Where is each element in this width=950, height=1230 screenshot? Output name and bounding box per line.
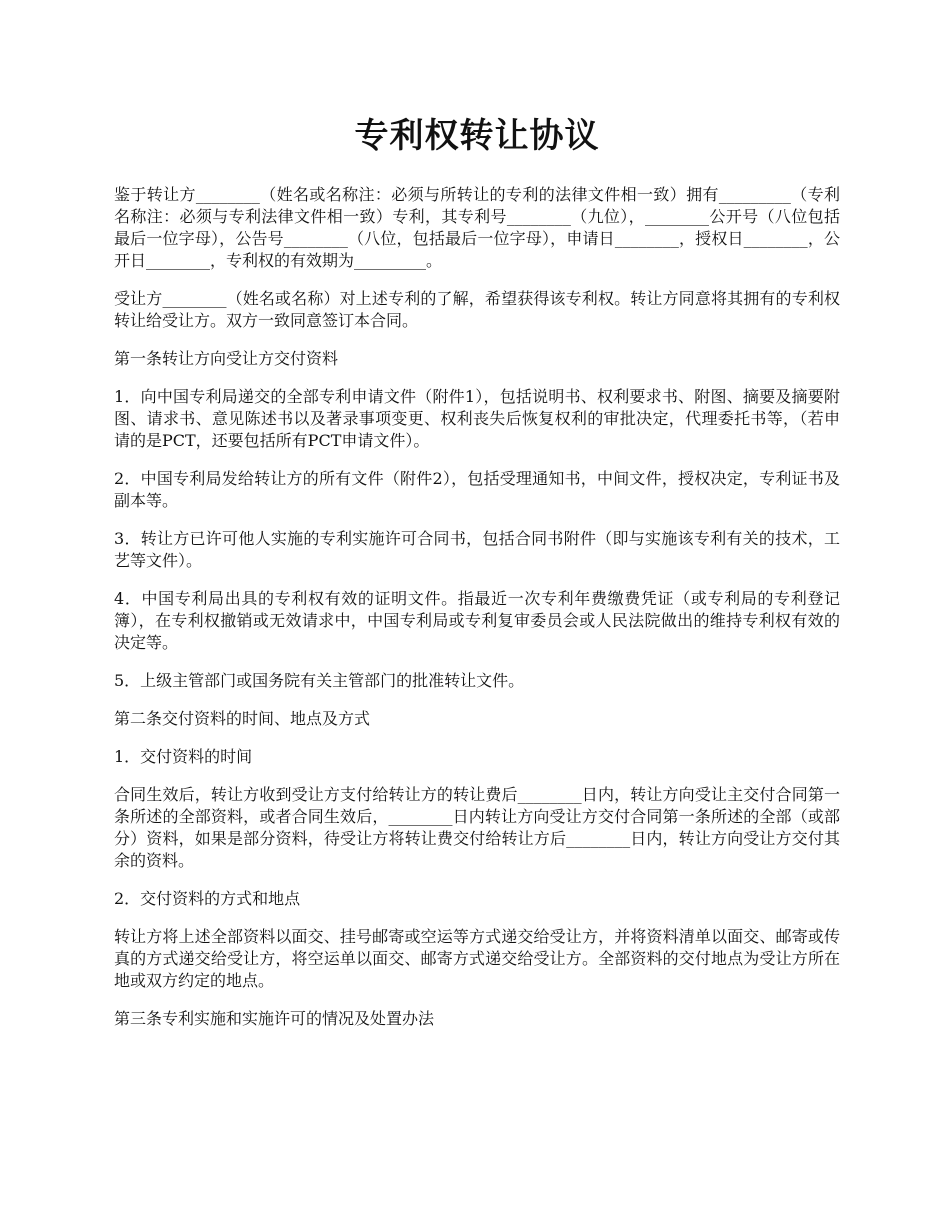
article-2-method-body: 转让方将上述全部资料以面交、挂号邮寄或空运等方式递交给受让方，并将资料清单以面交、邮寄或传真的方式递交给受让方，将空运单以面交、邮寄方式递交给受让方。全部资料的交付地点为受让方所在地或双方约定的地点。 bbox=[114, 927, 840, 990]
article-3-heading: 第三条专利实施和实施许可的情况及处置办法 bbox=[114, 1009, 435, 1028]
article-1-item-5: 5．上级主管部门或国务院有关主管部门的批准转让文件。 bbox=[114, 671, 525, 690]
article-2-subheading-time: 1．交付资料的时间 bbox=[114, 747, 253, 766]
article-1-item-4: 4．中国专利局出具的专利权有效的证明文件。指最近一次专利年费缴费凭证（或专利局的专利登记簿），在专利权撤销或无效请求中，中国专利局或专利复审委员会或人民法院做出的维持专利权有效的决定等。 bbox=[114, 589, 840, 652]
document-title: 专利权转让协议 bbox=[354, 116, 600, 156]
article-1-item-2: 2．中国专利局发给转让方的所有文件（附件2），包括受理通知书，中间文件，授权决定，专利证书及副本等。 bbox=[114, 469, 840, 510]
article-2-time-body: 合同生效后，转让方收到受让方支付给转让方的转让费后________日内，转让方向受让主交付合同第一条所述的全部资料，或者合同生效后，________日内转让方向受让方交付合同第一条所述的全部（或部分）资料，如果是部分资料，待受让方将转让费交付给转让方后________日内，转让方向受让方交付其余的资料。 bbox=[114, 785, 840, 870]
article-2-subheading-method: 2．交付资料的方式和地点 bbox=[114, 889, 301, 908]
paragraph-preamble: 鉴于转让方________（姓名或名称注：必须与所转让的专利的法律文件相一致）拥有_________（专利名称注：必须与专利法律文件相一致）专利，其专利号________（九位），________公开号（八位包括最后一位字母），公告号________（八位，包括最后一位字母），申请日________，授权日________，公开日________，专利权的有效期为_________。 bbox=[114, 185, 840, 270]
document-page bbox=[114, 112, 840, 1046]
paragraph-assignee: 受让方________（姓名或名称）对上述专利的了解，希望获得该专利权。转让方同意将其拥有的专利权转让给受让方。双方一致同意签订本合同。 bbox=[114, 289, 840, 330]
article-2-heading: 第二条交付资料的时间、地点及方式 bbox=[114, 709, 371, 728]
article-1-item-1: 1．向中国专利局递交的全部专利申请文件（附件1），包括说明书、权利要求书、附图、摘要及摘要附图、请求书、意见陈述书以及著录事项变更、权利丧失后恢复权利的审批决定，代理委托书等，（若申请的是PCT，还要包括所有PCT申请文件）。 bbox=[114, 387, 840, 450]
article-1-heading: 第一条转让方向受让方交付资料 bbox=[114, 349, 339, 368]
article-1-item-3: 3．转让方已许可他人实施的专利实施许可合同书，包括合同书附件（即与实施该专利有关的技术，工艺等文件）。 bbox=[114, 529, 840, 570]
